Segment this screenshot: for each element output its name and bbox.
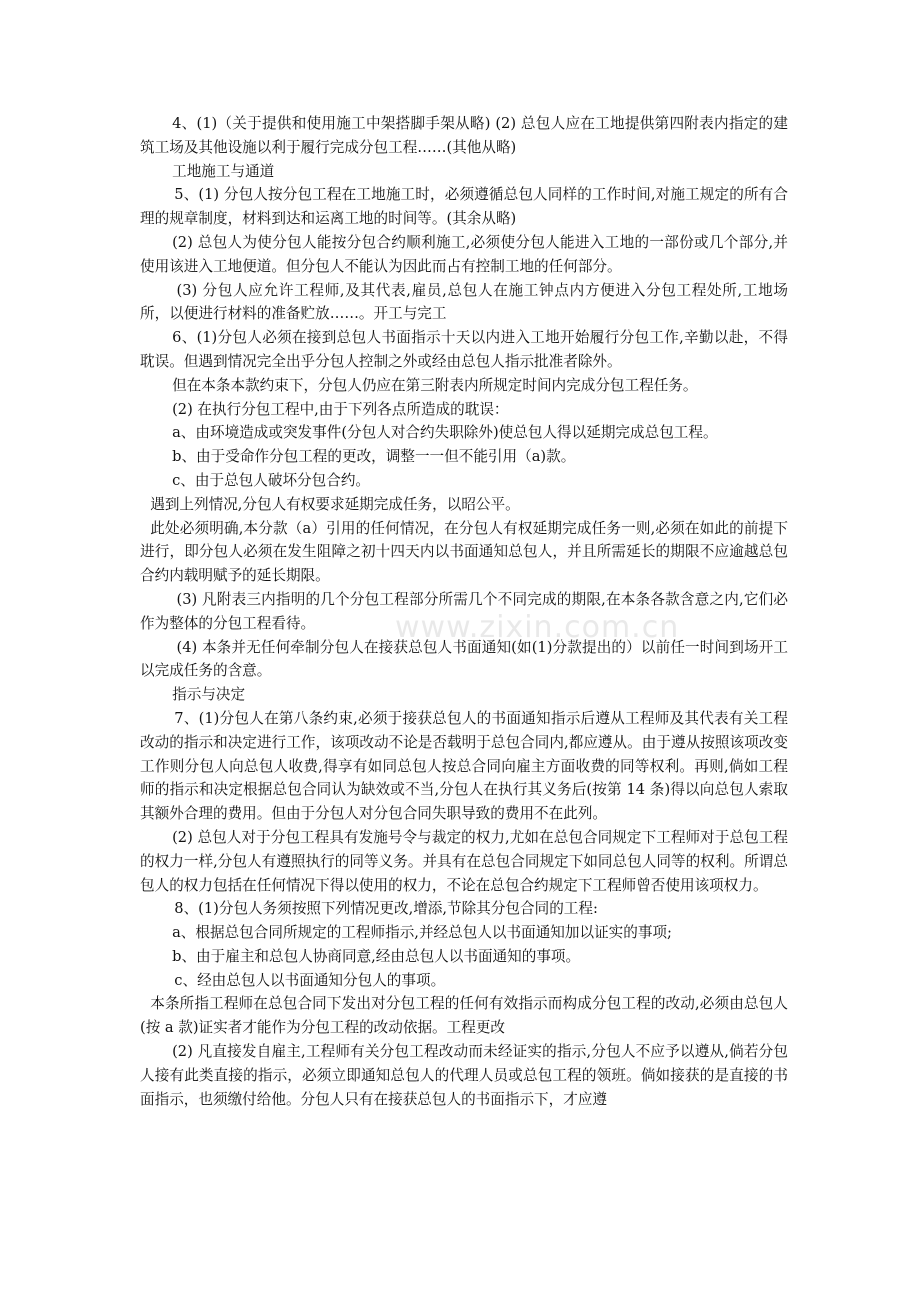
paragraph: 工地施工与通道 [172,162,275,180]
paragraph: (2) 在执行分包工程中,由于下列各点所造成的耽误： [172,400,509,418]
watermark: www.zixin.com.cn [395,610,680,645]
paragraph: (4) 本条并无任何牵制分包人在接获总包人书面通知(如(1)分款提出的）以前任一时间到场开工以完成任务的含意。 [140,638,788,680]
paragraph: 本条所指工程师在总包合同下发出对分包工程的任何有效指示而构成分包工程的改动,必须由总包人(按 a 款)证实者才能作为分包工程的改动依据。工程更改 [140,995,788,1037]
paragraph: (2) 凡直接发自雇主,工程师有关分包工程改动而未经证实的指示,分包人不应予以遵从,倘若分包人接有此类直接的指示，必须立即通知总包人的代理人员或总包工程的领班。倘如接获的是直接的书面指示，也须缴付给他。分包人只有在接获总包人的书面指示下，才应遵 [140,1043,788,1108]
paragraph: c、经由总包人以书面通知分包人的事项。 [174,971,446,989]
paragraph: 但在本条本款约束下，分包人仍应在第三附表内所规定时间内完成分包工程任务。 [172,376,698,394]
document-body [140,112,788,1111]
paragraph: 4、(1)（关于提供和使用施工中架搭脚手架从略) (2) 总包人应在工地提供第四附表内指定的建筑工场及其他设施以利于履行完成分包工程……(其他从略) [140,115,788,156]
paragraph: 此处必须明确,本分款（a）引用的任何情况，在分包人有权延期完成任务一则,必须在如此的前提下进行，即分包人必须在发生阻障之初十四天内以书面通知总包人，并且所需延长的期限不应逾越总包合约内载明赋予的延长期限。 [140,519,788,585]
paragraph: 遇到上列情况,分包人有权要求延期完成任务，以昭公平。 [150,495,520,513]
paragraph: (3) 凡附表三内指明的几个分包工程部分所需几个不同完成的期限,在本条各款含意之内,它们必作为整体的分包工程看待。 [140,590,788,632]
paragraph: 5、(1) 分包人按分包工程在工地施工时，必须遵循总包人同样的工作时间,对施工规定的所有合理的规章制度，材料到达和运离工地的时间等。(其余从略) [140,186,788,228]
paragraph: b、由于雇主和总包人协商同意,经由总包人以书面通知的事项。 [172,947,581,965]
paragraph: 7、(1)分包人在第八条约束,必须于接获总包人的书面通知指示后遵从工程师及其代表有关工程改动的指示和决定进行工作，该项改动不论是否载明于总包合同内,都应遵从。由于遵从按照该项改变工作则分包人向总包人收费,得享有如同总包人按总合同向雇主方面收费的同等权利。再则,倘如工程师的指示和决定根据总包合同认为缺效或不当,分包人在执行其义务后(按第 14 条)得以向总包人索取其额外合理的费用。但由于分包人对分包合同失职导致的费用不在此列。 [140,709,788,823]
paragraph: (3) 分包人应允许工程师,及其代表,雇员,总包人在施工钟点内方便进入分包工程处所,工地场所，以便进行材料的准备贮放……。开工与完工 [140,281,788,323]
paragraph: 指示与决定 [172,686,246,704]
paragraph: b、由于受命作分包工程的更改，调整一一但不能引用（a)款。 [172,448,576,466]
paragraph: c、由于总包人破坏分包合约。 [172,471,371,489]
paragraph: a、由环境造成或突发事件(分包人对合约失职除外)使总包人得以延期完成总包工程。 [172,424,718,442]
paragraph: 8、(1)分包人务须按照下列情况更改,增添,节除其分包合同的工程: [174,900,598,918]
paragraph: a、根据总包合同所规定的工程师指示,并经总包人以书面通知加以证实的事项; [172,924,672,942]
paragraph: 6、(1)分包人必须在接到总包人书面指示十天以内进入工地开始履行分包工作,辛勤以赴，不得耽误。但遇到情况完全出乎分包人控制之外或经由总包人指示批准者除外。 [140,329,788,370]
paragraph: (2) 总包人对于分包工程具有发施号令与裁定的权力,尤如在总包合同规定下工程师对于总包工程的权力一样,分包人有遵照执行的同等义务。并具有在总包合同规定下如同总包人同等的权利。所谓总包人的权力包括在任何情况下得以使用的权力，不论在总包合约规定下工程师曾否使用该项权力。 [140,828,788,894]
paragraph: (2) 总包人为使分包人能按分包合约顺利施工,必须使分包人能进入工地的一部份或几个部分,并使用该进入工地便道。但分包人不能认为因此而占有控制工地的任何部分。 [140,233,788,275]
